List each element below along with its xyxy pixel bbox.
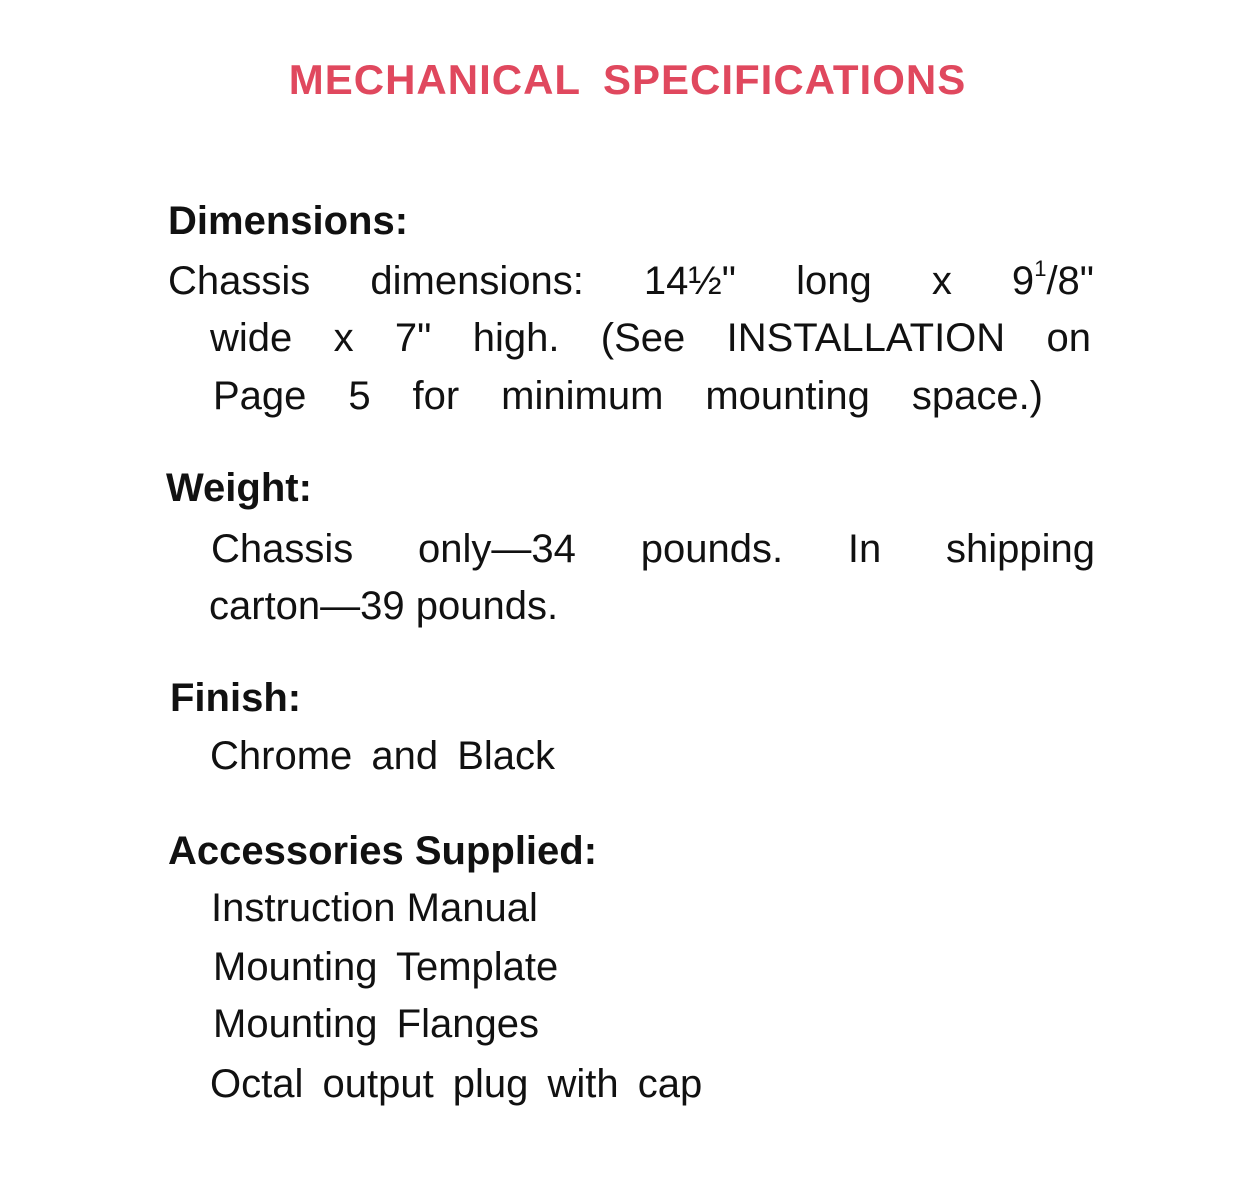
dimensions-line-2: wide x 7" high. (See INSTALLATION on bbox=[210, 316, 1091, 360]
finish-line-1: Chrome and Black bbox=[210, 734, 556, 778]
accessory-item: Mounting Flanges bbox=[213, 1002, 539, 1046]
accessory-item: Octal output plug with cap bbox=[210, 1062, 703, 1106]
weight-heading: Weight: bbox=[166, 466, 312, 510]
dimensions-line-3: Page 5 for minimum mounting space.) bbox=[213, 374, 1043, 418]
weight-line-1: Chassis only—34 pounds. In shipping bbox=[211, 527, 1095, 571]
weight-line-2: carton—39 pounds. bbox=[209, 584, 559, 628]
dimensions-heading: Dimensions: bbox=[168, 199, 409, 243]
page-title: MECHANICAL SPECIFICATIONS bbox=[288, 56, 967, 103]
dimensions-fraction-numerator: 1 bbox=[1034, 255, 1047, 281]
accessory-item: Instruction Manual bbox=[211, 886, 538, 930]
dimensions-line-1 bbox=[168, 255, 1094, 304]
finish-heading: Finish: bbox=[170, 676, 302, 720]
accessories-heading: Accessories Supplied: bbox=[168, 829, 598, 873]
accessory-item: Mounting Template bbox=[213, 945, 559, 989]
dimensions-fraction-denominator: /8" bbox=[1046, 259, 1094, 303]
dimensions-line-1-text: Chassis dimensions: 14½" long x 9 bbox=[168, 259, 1035, 303]
